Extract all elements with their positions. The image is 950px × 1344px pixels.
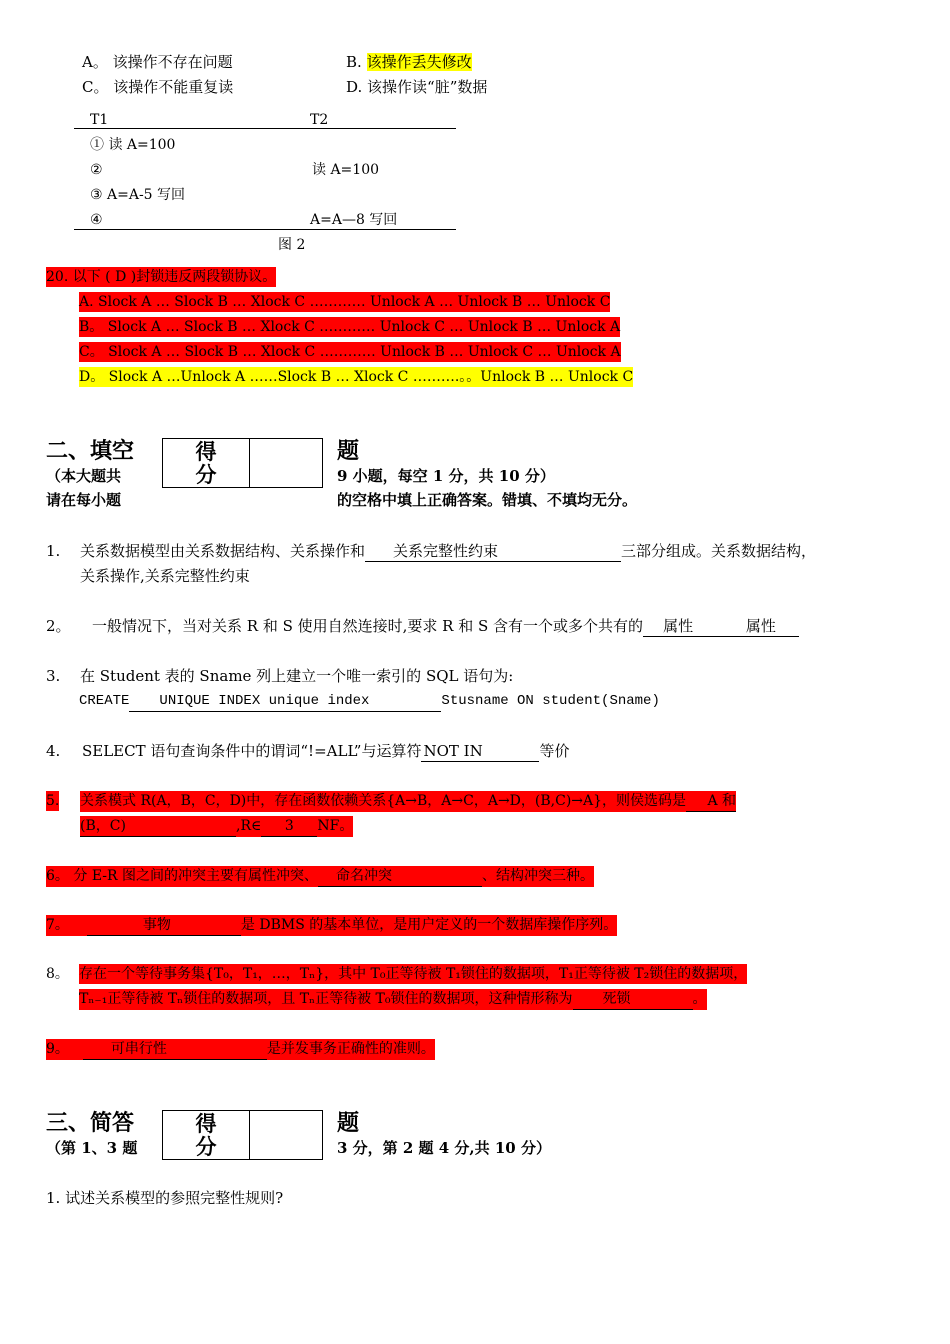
table-header-t2: T2: [310, 112, 329, 128]
fill-q8-answer: 死锁: [573, 989, 693, 1010]
fill-q1-text-end: 三部分组成。关系数据结构，: [621, 542, 817, 560]
fill-q7-text: 是 DBMS 的基本单位，是用户定义的一个数据库操作序列。: [240, 917, 618, 933]
fill-q5-text-2: ,R∈: [236, 818, 262, 834]
fill-q8-number: 8。: [46, 966, 69, 982]
fill-q3-text: 在 Student 表的 Sname 列上建立一个唯一索引的 SQL 语句为:: [80, 667, 514, 685]
q19-option-b-text: 该操作丢失修改: [366, 53, 472, 71]
fill-q4-number: 4.: [46, 742, 61, 760]
table-bottom-rule: [74, 229, 456, 230]
fill-q1-line: [80, 541, 816, 562]
fill-q4-answer: NOT IN: [421, 741, 539, 762]
q20-option-d: D。 Slock A …Unlock A ……Slock B … Xlock C ……….。。Unlock B … Unlock C: [79, 369, 634, 385]
section-short-intro-left: （第 1、3 题: [46, 1139, 138, 1157]
table-row: ④: [90, 212, 103, 228]
score-box: [162, 1110, 323, 1160]
fill-q2-number: 2。: [46, 617, 71, 635]
fill-q1-text: 关系数据模型由关系数据结构、关系操作和: [80, 542, 366, 560]
fill-q2-text: 一般情况下，当对关系 R 和 S 使用自然连接时,要求 R 和 S 含有一个或多个共有的: [92, 617, 644, 635]
table-row: ③ A=A-5 写回: [90, 187, 186, 203]
short-q1: 1. 试述关系模型的参照完整性规则?: [46, 1189, 284, 1207]
fill-q8-text: Tₙ₋₁正等待被 Tₙ锁住的数据项，且 Tₙ正等待被 T₀锁住的数据项，这种情形称为: [79, 991, 573, 1007]
section-short-title: 三、简答: [46, 1110, 135, 1136]
fill-q1-note: 关系操作,关系完整性约束: [80, 567, 250, 585]
fill-q6-line: [46, 866, 594, 887]
section-fill-intro-right-2: 的空格中填上正确答案。错填、不填均无分。: [337, 491, 638, 509]
figure-caption: 图 2: [278, 237, 306, 253]
q19-option-a: A。 该操作不存在问题: [82, 53, 233, 71]
table-header-t1: T1: [90, 112, 109, 128]
fill-q3-answer: UNIQUE INDEX unique index: [129, 691, 441, 712]
q19-option-b-prefix: B.: [346, 53, 362, 71]
fill-q3-rest: Stusname ON student(Sname): [441, 693, 660, 709]
fill-q3-sql: [79, 691, 660, 712]
fill-q5-line1: [80, 791, 736, 812]
fill-q5-number: 5.: [46, 793, 60, 809]
score-field: [250, 1111, 322, 1159]
section-fill-intro-left-1: （本大题共: [46, 467, 122, 485]
fill-q6-answer: 命名冲突: [318, 866, 482, 887]
q19-option-c: C。 该操作不能重复读: [82, 78, 234, 96]
fill-q4-text-end: 等价: [539, 742, 570, 760]
fill-q7-answer: 事物: [87, 915, 241, 936]
section-fill-intro-right-1: 9 小题，每空 1 分，共 10 分）: [337, 467, 555, 485]
q19-option-d: D. 该操作读“脏”数据: [346, 78, 488, 96]
fill-q2-answer: 属性 属性: [643, 616, 799, 637]
table-row: 读 A=100: [312, 162, 380, 178]
fill-q6-text: 分 E-R 图之间的冲突主要有属性冲突、: [73, 868, 319, 884]
table-row: A=A—8 写回: [310, 212, 398, 228]
fill-q3-number: 3.: [46, 667, 61, 685]
score-label: 得 分: [163, 1111, 250, 1159]
fill-q7-line: [46, 915, 617, 936]
q20-option-a: A. Slock A … Slock B … Xlock C ………… Unlock A … Unlock B … Unlock C: [79, 294, 611, 310]
table-row: ① 读 A=100: [90, 137, 176, 153]
table-row: ②: [90, 162, 103, 178]
fill-q6-text-end: 、结构冲突三种。: [482, 868, 595, 884]
score-label: 得 分: [163, 439, 250, 487]
section-fill-title: 二、填空: [46, 438, 135, 464]
table-header-rule: [74, 128, 456, 129]
score-field: [250, 439, 322, 487]
fill-q4-line: [82, 741, 570, 762]
score-box: [162, 438, 323, 488]
fill-q5-text: 关系模式 R(A，B，C，D)中，存在函数依赖关系{A→B，A→C，A→D，(B,C)→A}，则侯选码是: [80, 793, 687, 809]
q20-stem: 20. 以下 ( D )封锁违反两段锁协议。: [46, 269, 277, 285]
fill-q4-text: SELECT 语句查询条件中的谓词“!=ALL”与运算符: [82, 742, 422, 760]
q20-option-b: B。 Slock A … Slock B … Xlock C ………… Unlock C … Unlock B … Unlock A: [79, 319, 621, 335]
fill-q8-line1: 存在一个等待事务集{T₀，T₁，…，Tₙ}，其中 T₀正等待被 T₁锁住的数据项，T₁正等待被 T₂锁住的数据项，: [79, 966, 748, 982]
fill-q6-number: 6。: [46, 868, 69, 884]
fill-q2-line: [92, 616, 799, 637]
fill-q9-text: 是并发事务正确性的准则。: [266, 1041, 435, 1057]
fill-q1-answer: 关系完整性约束: [365, 541, 621, 562]
q19-option-b: [346, 52, 472, 72]
fill-q8-text-end: 。: [692, 991, 707, 1007]
section-fill-intro-left-2: 请在每小题: [46, 491, 122, 509]
fill-q9-number: 9。: [46, 1041, 69, 1057]
fill-q7-number: 7。: [46, 917, 69, 933]
section-fill-title-end: 题: [337, 438, 360, 464]
q20-option-c: C。 Slock A … Slock B … Xlock C ………… Unlock B … Unlock C … Unlock A: [79, 344, 621, 360]
section-short-title-end: 题: [337, 1110, 360, 1136]
fill-q5-text-3: NF。: [317, 818, 354, 834]
fill-q9-line: [46, 1039, 435, 1060]
fill-q5-answer-2: 3: [261, 816, 317, 837]
fill-q9-answer: 可串行性: [83, 1039, 267, 1060]
fill-q3-create: CREATE: [79, 693, 130, 709]
fill-q8-line2: [79, 989, 707, 1010]
fill-q5-answer-1: A 和: [686, 791, 736, 812]
fill-q5-line2: [80, 816, 353, 837]
fill-q1-number: 1.: [46, 542, 61, 560]
fill-q5-answer-1b: (B，C): [80, 816, 236, 837]
section-short-intro-right: 3 分，第 2 题 4 分,共 10 分）: [337, 1139, 551, 1157]
